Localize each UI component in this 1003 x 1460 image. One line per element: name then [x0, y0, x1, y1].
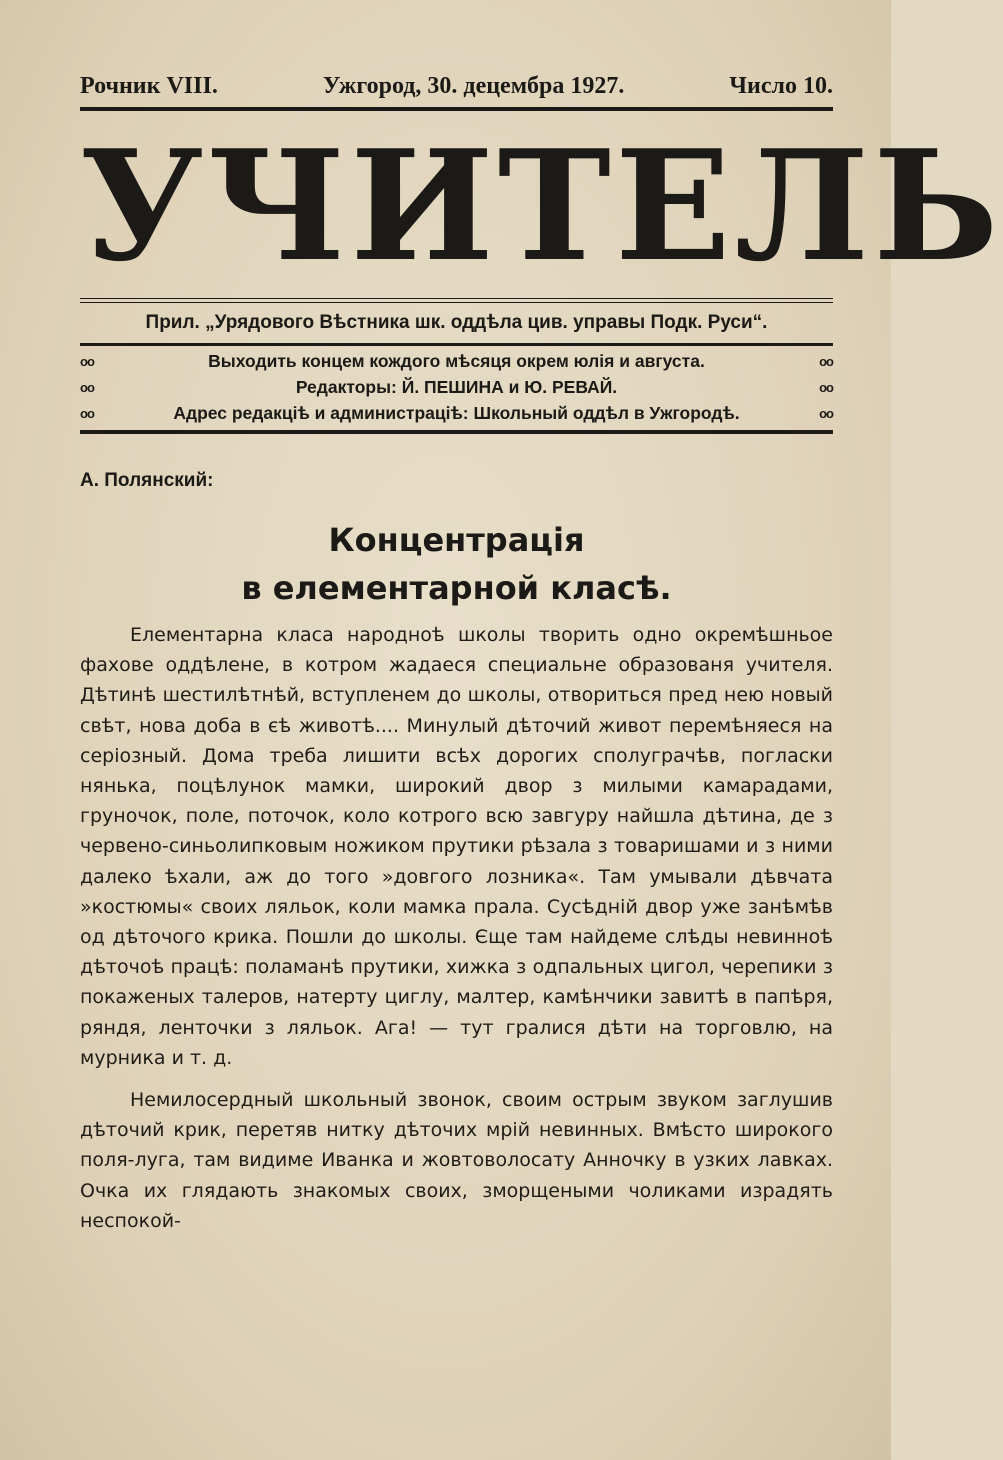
ornament-left: oo [80, 379, 94, 395]
place-date: Ужгород, 30. децембра 1927. [322, 72, 625, 99]
info-line-3 [80, 400, 833, 426]
ornament-left: oo [80, 353, 94, 369]
editors-line: Редакторы: Й. ПЕШИНА и Ю. РЕВАЙ. [295, 376, 618, 397]
ornament-left: oo [80, 405, 94, 421]
supplement-line: Прил. „Урядового Вѣстника шк. оддѣла цив. управы Подк. Руси“. [145, 312, 768, 333]
article-title [80, 516, 833, 612]
header-rule [80, 107, 833, 111]
article-title-line-2: в елементарной класѣ. [241, 569, 672, 607]
title-rule-thin [80, 298, 833, 299]
title-rule-thin-2 [80, 302, 833, 303]
info-line-1 [80, 348, 833, 374]
ornament-right: oo [819, 379, 833, 395]
address-line: Адрес редакціѣ и администраціѣ: Школьный оддѣл в Ужгородѣ. [173, 402, 740, 423]
article-title-line-1: Концентрація [328, 521, 585, 559]
publication-schedule: Выходить концем кождого мѣсяця окрем юлія и августа. [208, 350, 705, 371]
masthead-info-line [80, 68, 833, 104]
masthead-bottom-rule [80, 430, 833, 434]
article-author: А. Полянский: [80, 470, 214, 491]
info-line-2 [80, 374, 833, 400]
ornament-right: oo [819, 405, 833, 421]
volume-label: Рочник VIII. [80, 72, 218, 99]
issue-number: Число 10. [729, 72, 833, 99]
ornament-right: oo [819, 353, 833, 369]
supplement-rule [80, 343, 833, 346]
article-body [80, 620, 833, 1236]
article-paragraph-1: Елементарна класа народноѣ школы творить одно окремѣшньое фахове оддѣлене, в котром жадаеся специальне образованя учителя. Дѣтинѣ шестилѣтнѣй, вступленем до школы, отвориться пред нею новый свѣт, нова доба в єѣ животѣ.... Минулый дѣточий живот перемѣняеся на сеpiозный. Дома треба лишити всѣх дорогих сполуграчѣв, погласки нянька, поцѣлунок мамки, широкий двор з милыми камарадами, груночок, поле, поточок, коло котрого всю завгуру найшла дѣтина, де з червено-синьолипковым ножиком прутики рѣзала з товаришами и з ними далеко ѣхали, аж до того »довгого лозника«. Там умывали дѣвчата »костюмы« своих ляльок, коли мамка прала. Сусѣднiй двор уже занѣмѣв од дѣточого крика. Пошли до школы. Єще там найдеме слѣды невинноѣ дѣточоѣ працѣ: поламанѣ прутики, хижка з одпальных цигол, черепики з покаженых талеров, натерту циглу, малтер, камѣнчики завитѣ в папѣря, ряндя, ленточки з ляльок. Ага! — тут гралися дѣти на торговлю, на мурника и т. д. [80, 624, 833, 1069]
masthead-title: УЧИТЕЛЬ [80, 116, 1003, 295]
article-paragraph-2: Немилосердный школьный звонок, своим острым звуком заглушив дѣточий крик, перетяв нитку дѣточих мрiй невинных. Вмѣсто широкого поля-луга, там видиме Иванка и жовтоволосату Анночку в узких лавках. Очка их глядають знакомых своих, зморщеными чоликами израдять неспокой- [80, 1089, 833, 1232]
